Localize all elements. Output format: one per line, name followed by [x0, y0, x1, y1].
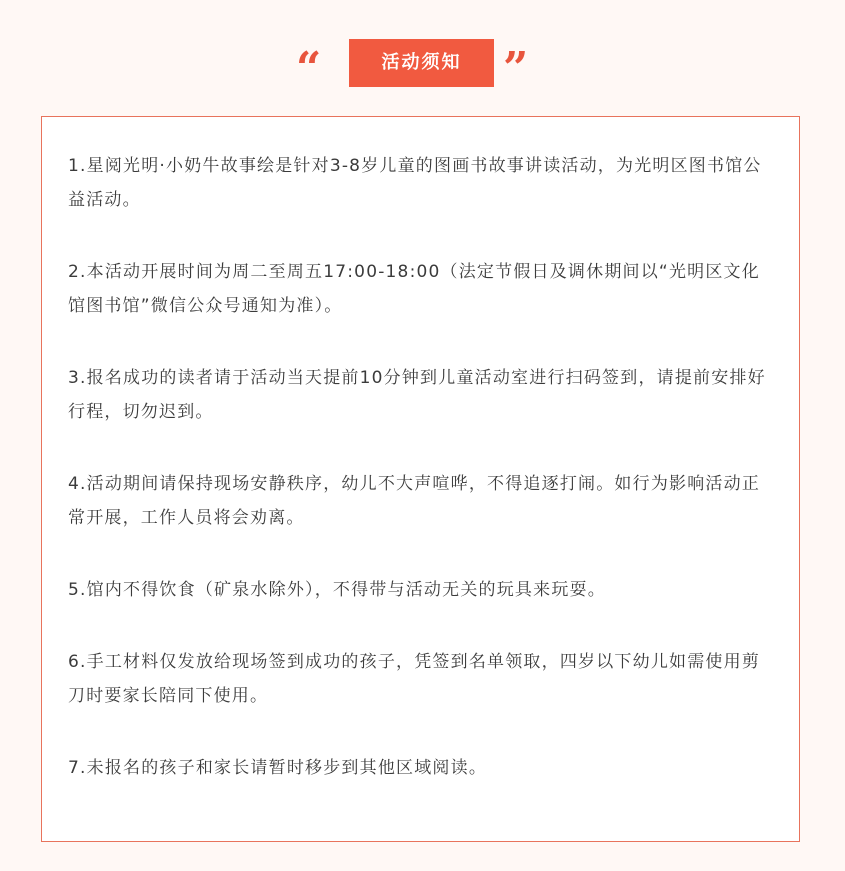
notice-item: 7.未报名的孩子和家长请暂时移步到其他区域阅读。	[68, 758, 488, 778]
section-title: 活动须知	[349, 39, 494, 87]
notice-item: 3.报名成功的读者请于活动当天提前10分钟到儿童活动室进行扫码签到，请提前安排好行程，切勿迟到。	[68, 368, 766, 422]
notice-item: 2.本活动开展时间为周二至周五17:00-18:00（法定节假日及调休期间以“光明区文化馆图书馆”微信公众号通知为准）。	[68, 262, 760, 316]
notice-item: 5.馆内不得饮食（矿泉水除外），不得带与活动无关的玩具来玩耍。	[68, 580, 606, 600]
notice-item: 4.活动期间请保持现场安静秩序，幼儿不大声喧哗，不得追逐打闹。如行为影响活动正常开展，工作人员将会劝离。	[68, 474, 761, 528]
notice-card	[41, 116, 800, 842]
close-quote-icon: ”	[503, 43, 529, 94]
section-header	[0, 39, 845, 94]
notice-item: 6.手工材料仅发放给现场签到成功的孩子，凭签到名单领取，四岁以下幼儿如需使用剪刀时要家长陪同下使用。	[68, 652, 761, 706]
open-quote-icon: “	[296, 43, 322, 94]
notice-item: 1.星阅光明·小奶牛故事绘是针对3-8岁儿童的图画书故事讲读活动，为光明区图书馆公益活动。	[68, 156, 762, 210]
